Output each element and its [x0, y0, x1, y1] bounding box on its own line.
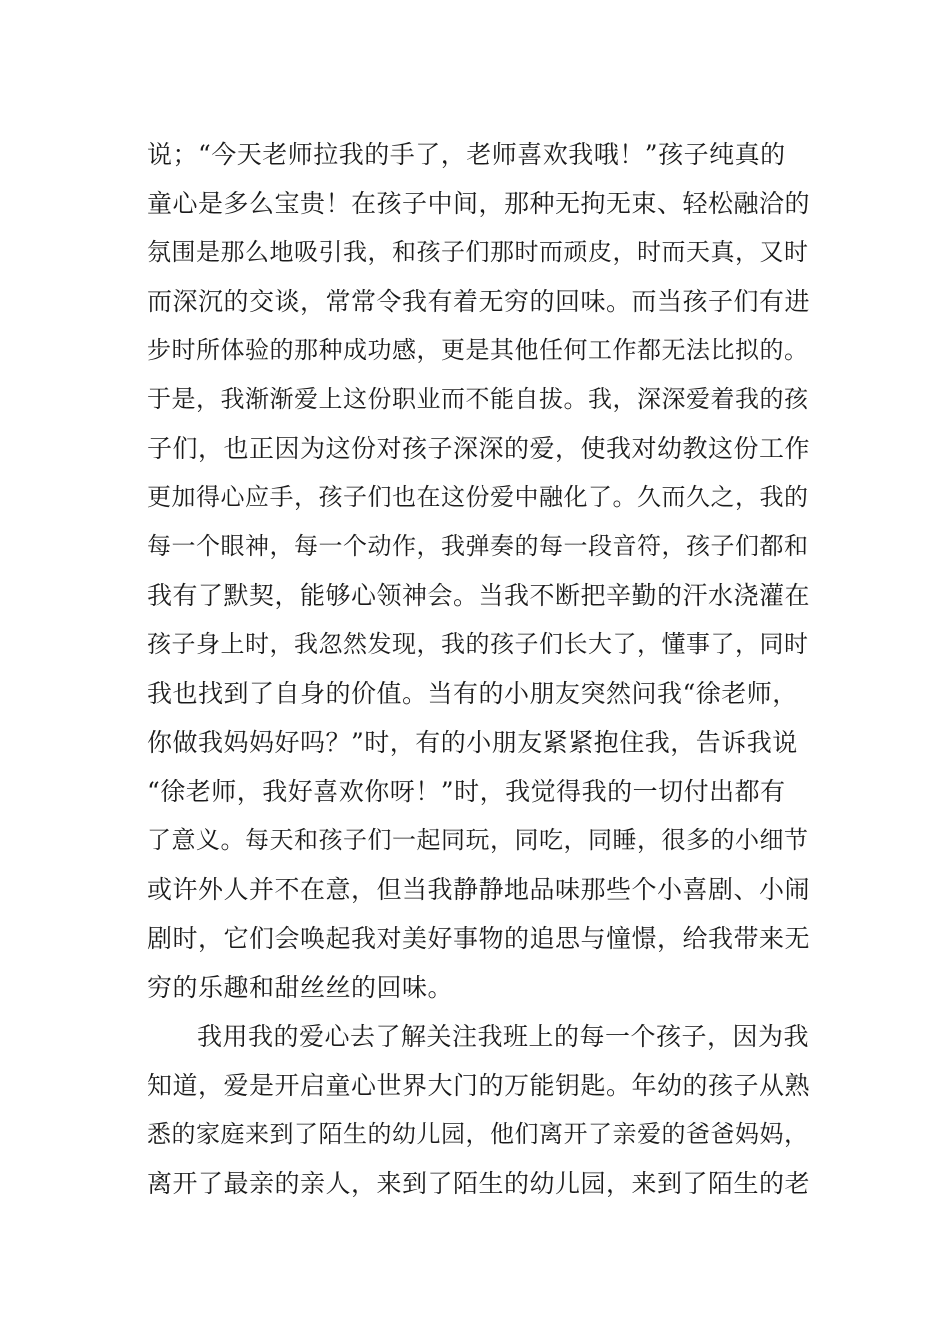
text-line: 离开了最亲的亲人，来到了陌生的幼儿园，来到了陌生的老 [147, 1169, 811, 1198]
body-text [147, 130, 817, 1208]
text-line: “徐老师，我好喜欢你呀！”时，我觉得我的一切付出都有 [147, 777, 786, 806]
text-line: 童心是多么宝贵！在孩子中间，那种无拘无束、轻松融洽的 [147, 189, 811, 218]
text-line: 剧时，它们会唤起我对美好事物的追思与憧憬，给我带来无 [147, 924, 811, 953]
text-line: 知道，爱是开启童心世界大门的万能钥匙。年幼的孩子从熟 [147, 1071, 811, 1100]
text-line: 更加得心应手，孩子们也在这份爱中融化了。久而久之，我的 [147, 483, 809, 511]
text-line: 子们，也正因为这份对孩子深深的爱，使我对幼教这份工作 [147, 434, 811, 463]
paragraph-start-line: 我用我的爱心去了解关注我班上的每一个孩子，因为我 [197, 1022, 810, 1051]
text-line: 你做我妈妈好吗？”时，有的小朋友紧紧抱住我，告诉我说 [147, 728, 798, 757]
text-line: 悉的家庭来到了陌生的幼儿园，他们离开了亲爱的爸爸妈妈， [147, 1120, 809, 1148]
text-line: 每一个眼神，每一个动作，我弹奏的每一段音符，孩子们都和 [147, 532, 809, 560]
text-line: 步时所体验的那种成功感，更是其他任何工作都无法比拟的。 [147, 336, 809, 364]
text-line: 我有了默契，能够心领神会。当我不断把辛勤的汗水浇灌在 [147, 581, 811, 610]
text-line: 了意义。每天和孩子们一起同玩，同吃，同睡，很多的小细节 [147, 826, 809, 854]
text-line: 我也找到了自身的价值。当有的小朋友突然问我“徐老师， [147, 679, 798, 708]
text-line: 或许外人并不在意，但当我静静地品味那些个小喜剧、小闹 [147, 875, 811, 904]
text-line: 于是，我渐渐爱上这份职业而不能自拔。我，深深爱着我的孩 [147, 385, 809, 413]
text-line: 氛围是那么地吸引我，和孩子们那时而顽皮，时而天真，又时 [147, 238, 809, 266]
text-line: 而深沉的交谈，常常令我有着无穷的回味。而当孩子们有进 [147, 287, 811, 316]
text-line: 孩子身上时，我忽然发现，我的孩子们长大了，懂事了，同时 [147, 630, 809, 658]
text-line: 穷的乐趣和甜丝丝的回味。 [147, 973, 454, 1002]
text-line: 说；“今天老师拉我的手了，老师喜欢我哦！”孩子纯真的 [147, 140, 786, 169]
